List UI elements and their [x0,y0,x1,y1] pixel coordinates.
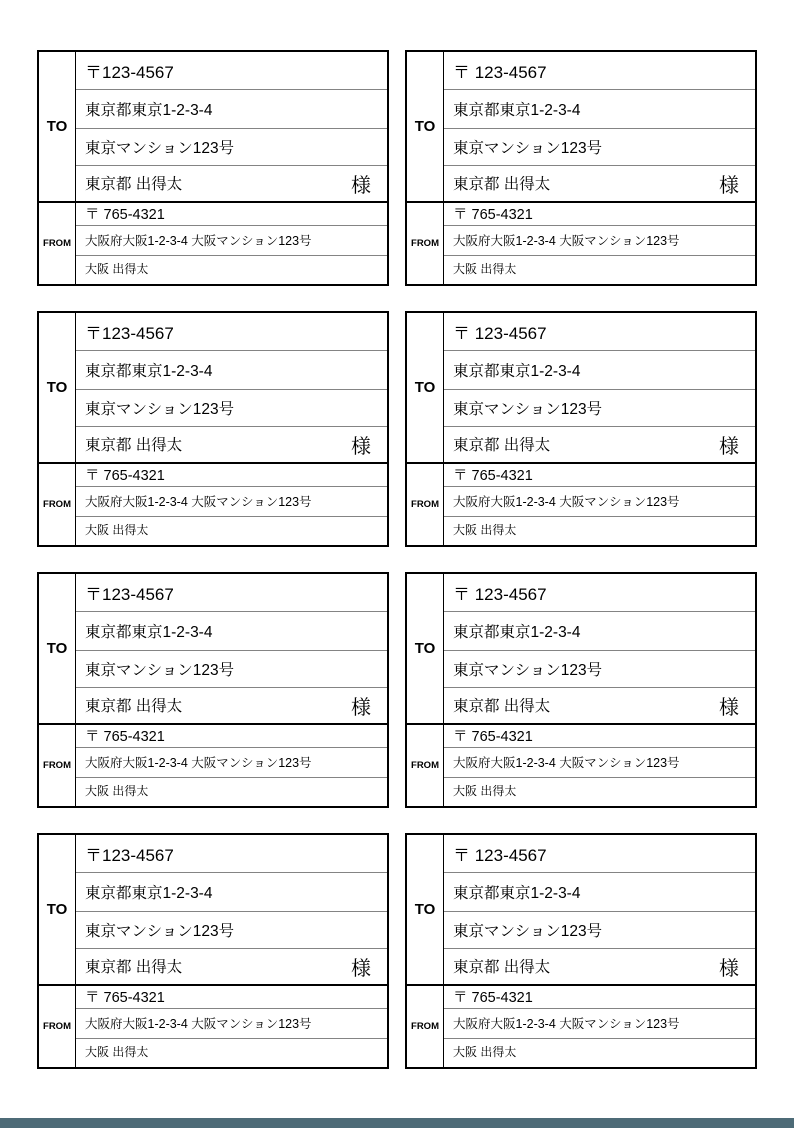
to-postal-row: 〒 123-4567 [444,313,755,351]
to-rows [444,52,755,201]
from-address-row: 大阪府大阪1-2-3-4 大阪マンション123号 [76,748,387,778]
from-section [39,986,387,1068]
to-heading: TO [39,313,76,462]
from-heading: FROM [39,203,76,285]
to-address2-row: 東京マンション123号 [444,912,755,949]
to-address2-row: 東京マンション123号 [444,390,755,427]
from-postal-row: 〒 765-4321 [444,203,755,227]
to-postal-row: 〒 123-4567 [444,574,755,612]
honorific-sama: 様 [351,957,371,980]
to-rows [444,574,755,723]
to-postal-row: 〒123-4567 [76,313,387,351]
to-name: 東京都 出得太 [85,698,183,715]
to-postal-row: 〒 123-4567 [444,835,755,873]
from-section [39,725,387,807]
from-section [407,464,755,546]
from-postal-row: 〒 765-4321 [76,464,387,488]
from-address-row: 大阪府大阪1-2-3-4 大阪マンション123号 [444,487,755,517]
from-rows [76,464,387,546]
to-section [407,52,755,203]
to-name-row [444,949,755,984]
from-postal-row: 〒 765-4321 [76,203,387,227]
to-rows [444,313,755,462]
to-postal-row: 〒123-4567 [76,52,387,90]
to-name: 東京都 出得太 [85,176,183,193]
to-name-row [444,688,755,723]
to-address1-row: 東京都東京1-2-3-4 [76,351,387,390]
from-heading: FROM [39,464,76,546]
from-name-row: 大阪 出得太 [85,783,149,798]
footer-bar [0,1118,794,1128]
from-address-row: 大阪府大阪1-2-3-4 大阪マンション123号 [76,1009,387,1039]
to-name-row [76,688,387,723]
to-rows [76,52,387,201]
from-name-row: 大阪 出得太 [453,1044,517,1059]
to-name-row [76,427,387,462]
to-name: 東京都 出得太 [85,959,183,976]
from-postal-row: 〒 765-4321 [444,986,755,1010]
from-rows [444,725,755,807]
label-sheet [37,50,757,1069]
from-postal-row: 〒 765-4321 [76,986,387,1010]
to-name-row [444,427,755,462]
from-postal-row: 〒 765-4321 [444,464,755,488]
from-name-row: 大阪 出得太 [453,783,517,798]
to-heading: TO [407,835,444,984]
to-section [407,835,755,986]
from-rows [76,725,387,807]
to-name: 東京都 出得太 [453,698,551,715]
from-section [39,203,387,285]
address-label [405,572,757,808]
address-label [405,833,757,1069]
from-postal-row: 〒 765-4321 [76,725,387,749]
to-section [407,574,755,725]
to-heading: TO [39,835,76,984]
address-label [405,50,757,286]
from-section [407,203,755,285]
to-section [39,313,387,464]
to-name: 東京都 出得太 [85,437,183,454]
to-address1-row: 東京都東京1-2-3-4 [76,90,387,129]
to-postal-row: 〒123-4567 [76,835,387,873]
to-postal-row: 〒123-4567 [76,574,387,612]
to-address2-row: 東京マンション123号 [76,390,387,427]
from-section [407,725,755,807]
to-heading: TO [407,313,444,462]
to-address1-row: 東京都東京1-2-3-4 [444,90,755,129]
to-heading: TO [407,574,444,723]
from-address-row: 大阪府大阪1-2-3-4 大阪マンション123号 [76,487,387,517]
from-heading: FROM [407,725,444,807]
from-heading: FROM [39,725,76,807]
honorific-sama: 様 [719,696,739,719]
to-name: 東京都 出得太 [453,959,551,976]
from-rows [76,203,387,285]
to-section [39,52,387,203]
from-address-row: 大阪府大阪1-2-3-4 大阪マンション123号 [444,748,755,778]
to-address1-row: 東京都東京1-2-3-4 [444,351,755,390]
from-rows [444,464,755,546]
from-heading: FROM [39,986,76,1068]
to-address2-row: 東京マンション123号 [444,651,755,688]
to-name-row [76,166,387,201]
from-name-row: 大阪 出得太 [85,261,149,276]
from-rows [444,203,755,285]
from-address-row: 大阪府大阪1-2-3-4 大阪マンション123号 [76,226,387,256]
address-label [37,572,389,808]
address-label [405,311,757,547]
from-heading: FROM [407,986,444,1068]
from-address-row: 大阪府大阪1-2-3-4 大阪マンション123号 [444,1009,755,1039]
to-address2-row: 東京マンション123号 [76,129,387,166]
to-name: 東京都 出得太 [453,176,551,193]
to-section [39,574,387,725]
from-section [39,464,387,546]
from-rows [76,986,387,1068]
from-heading: FROM [407,464,444,546]
from-address-row: 大阪府大阪1-2-3-4 大阪マンション123号 [444,226,755,256]
honorific-sama: 様 [351,174,371,197]
to-address1-row: 東京都東京1-2-3-4 [76,873,387,912]
from-postal-row: 〒 765-4321 [444,725,755,749]
to-address2-row: 東京マンション123号 [76,651,387,688]
to-address1-row: 東京都東京1-2-3-4 [444,873,755,912]
to-postal-row: 〒 123-4567 [444,52,755,90]
to-name-row [76,949,387,984]
address-label [37,833,389,1069]
to-name-row [444,166,755,201]
to-heading: TO [39,574,76,723]
honorific-sama: 様 [351,435,371,458]
to-address2-row: 東京マンション123号 [444,129,755,166]
from-rows [444,986,755,1068]
to-rows [76,574,387,723]
to-rows [76,835,387,984]
address-label [37,50,389,286]
to-address1-row: 東京都東京1-2-3-4 [76,612,387,651]
honorific-sama: 様 [351,696,371,719]
to-rows [444,835,755,984]
address-label [37,311,389,547]
to-section [407,313,755,464]
to-heading: TO [39,52,76,201]
to-address1-row: 東京都東京1-2-3-4 [444,612,755,651]
to-section [39,835,387,986]
honorific-sama: 様 [719,435,739,458]
from-name-row: 大阪 出得太 [453,522,517,537]
from-name-row: 大阪 出得太 [453,261,517,276]
from-section [407,986,755,1068]
from-name-row: 大阪 出得太 [85,522,149,537]
to-name: 東京都 出得太 [453,437,551,454]
honorific-sama: 様 [719,957,739,980]
to-heading: TO [407,52,444,201]
to-address2-row: 東京マンション123号 [76,912,387,949]
from-name-row: 大阪 出得太 [85,1044,149,1059]
honorific-sama: 様 [719,174,739,197]
from-heading: FROM [407,203,444,285]
to-rows [76,313,387,462]
